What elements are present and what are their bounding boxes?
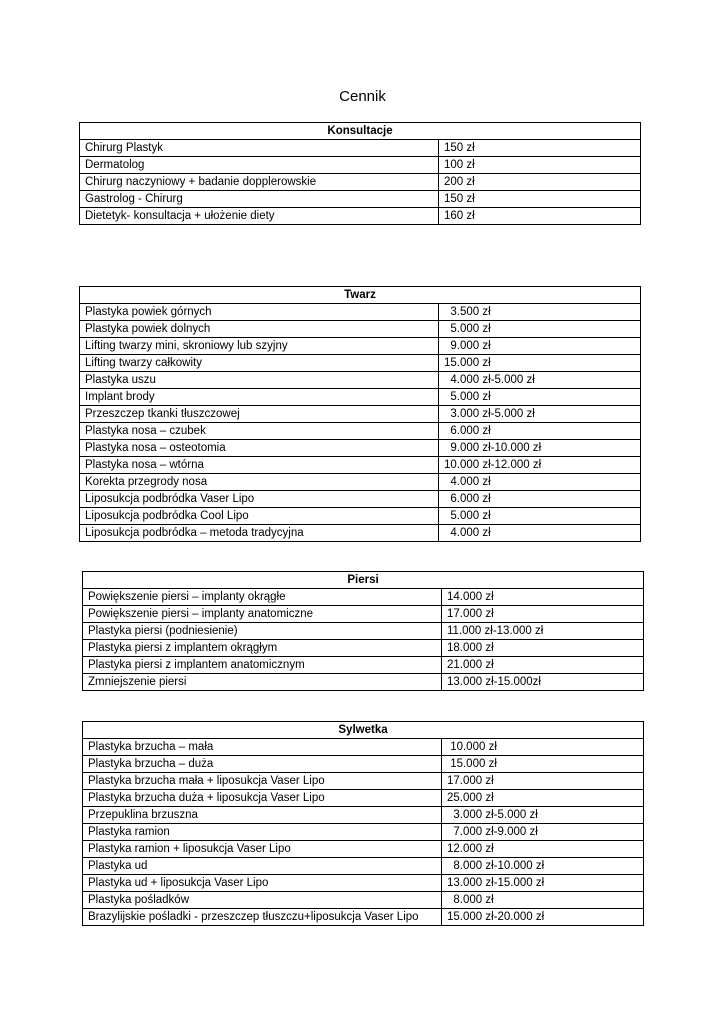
- service-price: 9.000 zł: [439, 338, 641, 355]
- service-name: Plastyka ramion: [83, 824, 442, 841]
- service-name: Dietetyk- konsultacja + ułożenie diety: [80, 208, 439, 225]
- service-name: Chirurg Plastyk: [80, 140, 439, 157]
- table-row: [80, 174, 641, 191]
- service-price: 5.000 zł: [439, 508, 641, 525]
- service-price: 6.000 zł: [439, 423, 641, 440]
- service-name: Liposukcja podbródka Vaser Lipo: [80, 491, 439, 508]
- table-row: [83, 824, 644, 841]
- page-title: Cennik: [339, 88, 386, 105]
- table-row: [83, 773, 644, 790]
- table-row: [80, 338, 641, 355]
- service-price: 25.000 zł: [442, 790, 644, 807]
- service-name: Plastyka pośladków: [83, 892, 442, 909]
- table-row: [83, 892, 644, 909]
- table-row: [80, 321, 641, 338]
- service-name: Przepuklina brzuszna: [83, 807, 442, 824]
- service-price: 8.000 zł: [442, 892, 644, 909]
- service-name: Plastyka piersi z implantem okrągłym: [83, 640, 442, 657]
- table-row: [83, 606, 644, 623]
- table-row: [80, 525, 641, 542]
- service-price: 15.000 zł: [442, 756, 644, 773]
- price-table-konsultacje: [79, 122, 641, 225]
- price-table-twarz: [79, 286, 641, 542]
- service-name: Plastyka piersi (podniesienie): [83, 623, 442, 640]
- service-name: Gastrolog - Chirurg: [80, 191, 439, 208]
- table-row: [83, 657, 644, 674]
- service-price: 3.000 zł-5.000 zł: [439, 406, 641, 423]
- service-price: 10.000 zł-12.000 zł: [439, 457, 641, 474]
- service-name: Zmniejszenie piersi: [83, 674, 442, 691]
- table-row: [83, 841, 644, 858]
- service-price: 200 zł: [439, 174, 641, 191]
- table-row: [80, 191, 641, 208]
- service-price: 15.000 zł-20.000 zł: [442, 909, 644, 926]
- service-price: 150 zł: [439, 191, 641, 208]
- service-price: 4.000 zł: [439, 474, 641, 491]
- table-row: [83, 640, 644, 657]
- service-name: Plastyka nosa – wtórna: [80, 457, 439, 474]
- table-row: [80, 474, 641, 491]
- service-name: Plastyka brzucha – mała: [83, 739, 442, 756]
- service-name: Chirurg naczyniowy + badanie dopplerowskie: [80, 174, 439, 191]
- service-price: 160 zł: [439, 208, 641, 225]
- service-name: Plastyka ud: [83, 858, 442, 875]
- service-price: 7.000 zł-9.000 zł: [442, 824, 644, 841]
- service-name: Plastyka powiek górnych: [80, 304, 439, 321]
- service-name: Liposukcja podbródka Cool Lipo: [80, 508, 439, 525]
- service-name: Plastyka uszu: [80, 372, 439, 389]
- service-price: 17.000 zł: [442, 773, 644, 790]
- table-row: [83, 756, 644, 773]
- table-row: [80, 423, 641, 440]
- service-name: Plastyka nosa – czubek: [80, 423, 439, 440]
- table-row: [80, 140, 641, 157]
- service-name: Plastyka ud + liposukcja Vaser Lipo: [83, 875, 442, 892]
- section-heading: Twarz: [80, 287, 641, 304]
- service-price: 12.000 zł: [442, 841, 644, 858]
- service-price: 18.000 zł: [442, 640, 644, 657]
- service-name: Plastyka piersi z implantem anatomicznym: [83, 657, 442, 674]
- table-row: [83, 589, 644, 606]
- price-table-piersi: [82, 571, 644, 691]
- table-row: [80, 406, 641, 423]
- service-name: Lifting twarzy mini, skroniowy lub szyjny: [80, 338, 439, 355]
- service-name: Brazylijskie pośladki - przeszczep tłuszczu+liposukcja Vaser Lipo: [83, 909, 442, 926]
- service-name: Plastyka brzucha mała + liposukcja Vaser Lipo: [83, 773, 442, 790]
- table-row: [80, 491, 641, 508]
- service-name: Plastyka brzucha – duża: [83, 756, 442, 773]
- service-price: 13.000 zł-15.000zł: [442, 674, 644, 691]
- table-row: [80, 389, 641, 406]
- table-row: [83, 739, 644, 756]
- service-name: Plastyka brzucha duża + liposukcja Vaser Lipo: [83, 790, 442, 807]
- service-price: 13.000 zł-15.000 zł: [442, 875, 644, 892]
- service-name: Powiększenie piersi – implanty okrągłe: [83, 589, 442, 606]
- section-heading: Sylwetka: [83, 722, 644, 739]
- service-name: Plastyka ramion + liposukcja Vaser Lipo: [83, 841, 442, 858]
- service-price: 9.000 zł-10.000 zł: [439, 440, 641, 457]
- service-name: Przeszczep tkanki tłuszczowej: [80, 406, 439, 423]
- service-name: Dermatolog: [80, 157, 439, 174]
- service-price: 8.000 zł-10.000 zł: [442, 858, 644, 875]
- table-row: [83, 790, 644, 807]
- service-price: 4.000 zł: [439, 525, 641, 542]
- service-name: Plastyka nosa – osteotomia: [80, 440, 439, 457]
- service-price: 21.000 zł: [442, 657, 644, 674]
- table-row: [83, 858, 644, 875]
- service-price: 6.000 zł: [439, 491, 641, 508]
- table-row: [83, 875, 644, 892]
- service-price: 100 zł: [439, 157, 641, 174]
- table-row: [80, 355, 641, 372]
- service-price: 4.000 zł-5.000 zł: [439, 372, 641, 389]
- service-name: Lifting twarzy całkowity: [80, 355, 439, 372]
- table-row: [80, 157, 641, 174]
- service-name: Liposukcja podbródka – metoda tradycyjna: [80, 525, 439, 542]
- service-price: 14.000 zł: [442, 589, 644, 606]
- service-price: 10.000 zł: [442, 739, 644, 756]
- table-row: [83, 909, 644, 926]
- service-price: 11.000 zł-13.000 zł: [442, 623, 644, 640]
- table-row: [83, 807, 644, 824]
- service-name: Korekta przegrody nosa: [80, 474, 439, 491]
- table-row: [83, 623, 644, 640]
- table-row: [80, 440, 641, 457]
- table-row: [80, 208, 641, 225]
- service-price: 5.000 zł: [439, 321, 641, 338]
- section-heading: Piersi: [83, 572, 644, 589]
- service-price: 17.000 zł: [442, 606, 644, 623]
- table-row: [80, 508, 641, 525]
- table-row: [80, 457, 641, 474]
- table-row: [83, 674, 644, 691]
- section-heading: Konsultacje: [80, 123, 641, 140]
- service-price: 3.500 zł: [439, 304, 641, 321]
- service-price: 3.000 zł-5.000 zł: [442, 807, 644, 824]
- service-price: 150 zł: [439, 140, 641, 157]
- service-price: 15.000 zł: [439, 355, 641, 372]
- price-table-sylwetka: [82, 721, 644, 926]
- table-row: [80, 304, 641, 321]
- service-name: Implant brody: [80, 389, 439, 406]
- service-name: Plastyka powiek dolnych: [80, 321, 439, 338]
- service-name: Powiększenie piersi – implanty anatomiczne: [83, 606, 442, 623]
- table-row: [80, 372, 641, 389]
- service-price: 5.000 zł: [439, 389, 641, 406]
